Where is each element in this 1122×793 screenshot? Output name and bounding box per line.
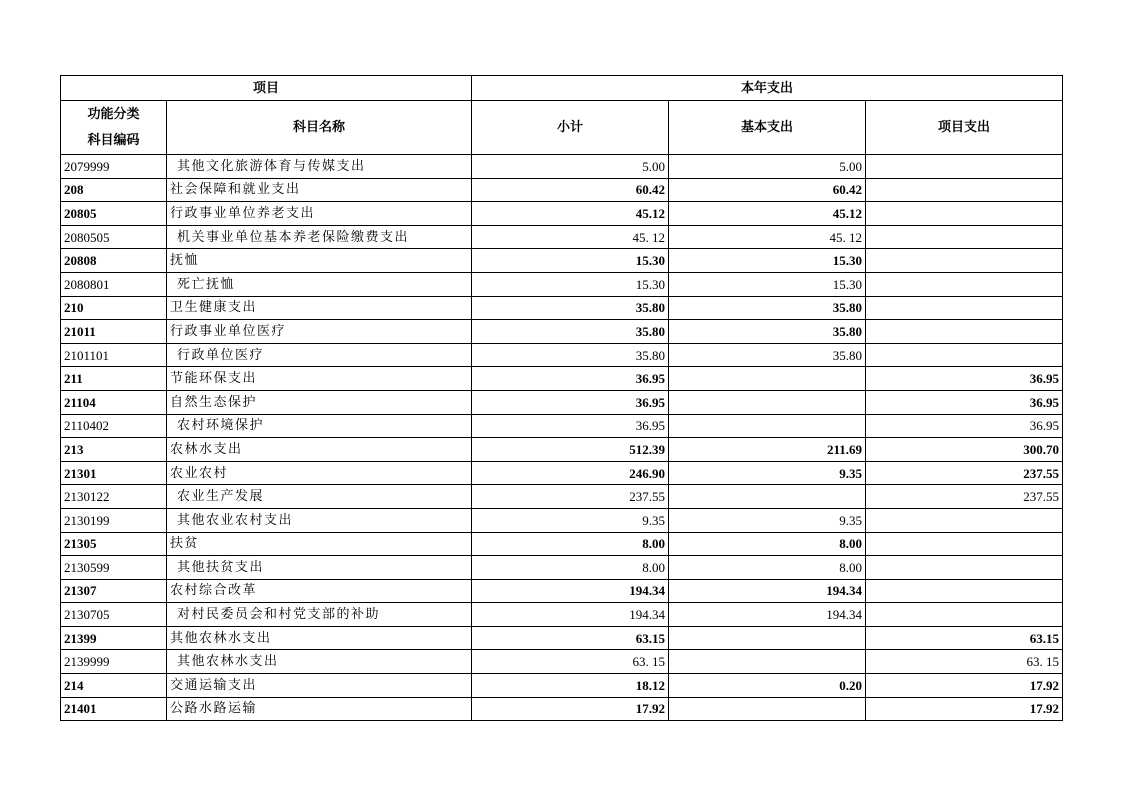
subtotal-cell: 9.35 <box>472 508 669 532</box>
name-cell: 农林水支出 <box>167 438 472 462</box>
project-cell <box>866 556 1063 580</box>
subtotal-cell: 8.00 <box>472 532 669 556</box>
project-cell: 36.95 <box>866 414 1063 438</box>
name-cell: 扶贫 <box>167 532 472 556</box>
name-cell: 农村综合改革 <box>167 579 472 603</box>
table-row <box>61 343 1063 367</box>
code-cell: 21307 <box>61 579 167 603</box>
code-cell: 211 <box>61 367 167 391</box>
code-cell: 2080505 <box>61 225 167 249</box>
subtotal-cell: 36.95 <box>472 414 669 438</box>
table-row <box>61 674 1063 698</box>
basic-cell: 45. 12 <box>669 225 866 249</box>
subtotal-cell: 35.80 <box>472 296 669 320</box>
table-row <box>61 414 1063 438</box>
header-code-line2: 科目编码 <box>87 132 140 148</box>
project-cell: 36.95 <box>866 367 1063 391</box>
subtotal-cell: 63.15 <box>472 626 669 650</box>
basic-cell: 35.80 <box>669 320 866 344</box>
subtotal-cell: 63. 15 <box>472 650 669 674</box>
table-row <box>61 532 1063 556</box>
basic-cell: 5.00 <box>669 155 866 179</box>
basic-cell <box>669 485 866 509</box>
basic-cell <box>669 367 866 391</box>
code-cell: 21301 <box>61 461 167 485</box>
name-cell: 自然生态保护 <box>167 390 472 414</box>
subtotal-cell: 8.00 <box>472 556 669 580</box>
table-row <box>61 202 1063 226</box>
code-cell: 2130122 <box>61 485 167 509</box>
project-cell: 237.55 <box>866 461 1063 485</box>
code-cell: 20808 <box>61 249 167 273</box>
table-row <box>61 249 1063 273</box>
name-cell: 社会保障和就业支出 <box>167 178 472 202</box>
table-row <box>61 320 1063 344</box>
table-row <box>61 556 1063 580</box>
name-cell: 抚恤 <box>167 249 472 273</box>
subtotal-cell: 194.34 <box>472 603 669 627</box>
table-body <box>61 155 1063 721</box>
basic-cell: 194.34 <box>669 579 866 603</box>
name-cell: 交通运输支出 <box>167 674 472 698</box>
name-cell: 公路水路运输 <box>167 697 472 721</box>
header-code <box>61 101 167 155</box>
project-cell: 17.92 <box>866 674 1063 698</box>
name-cell: 农业农村 <box>167 461 472 485</box>
subtotal-cell: 246.90 <box>472 461 669 485</box>
code-cell: 214 <box>61 674 167 698</box>
basic-cell: 9.35 <box>669 508 866 532</box>
header-code-line1: 功能分类 <box>87 106 140 122</box>
subtotal-cell: 36.95 <box>472 390 669 414</box>
project-cell <box>866 603 1063 627</box>
name-cell: 其他扶贫支出 <box>167 556 472 580</box>
table-row <box>61 650 1063 674</box>
basic-cell: 35.80 <box>669 296 866 320</box>
table-row <box>61 579 1063 603</box>
basic-cell: 8.00 <box>669 556 866 580</box>
name-cell: 其他文化旅游体育与传媒支出 <box>167 155 472 179</box>
project-cell <box>866 508 1063 532</box>
basic-cell: 194.34 <box>669 603 866 627</box>
subtotal-cell: 18.12 <box>472 674 669 698</box>
code-cell: 2079999 <box>61 155 167 179</box>
project-cell: 63.15 <box>866 626 1063 650</box>
code-cell: 2130599 <box>61 556 167 580</box>
name-cell: 行政事业单位医疗 <box>167 320 472 344</box>
basic-cell: 15.30 <box>669 249 866 273</box>
project-cell: 63. 15 <box>866 650 1063 674</box>
subtotal-cell: 36.95 <box>472 367 669 391</box>
basic-cell <box>669 697 866 721</box>
subtotal-cell: 35.80 <box>472 320 669 344</box>
code-cell: 213 <box>61 438 167 462</box>
basic-cell: 45.12 <box>669 202 866 226</box>
code-cell: 2101101 <box>61 343 167 367</box>
project-cell <box>866 579 1063 603</box>
name-cell: 其他农林水支出 <box>167 626 472 650</box>
table-row <box>61 155 1063 179</box>
project-cell <box>866 225 1063 249</box>
table-row <box>61 485 1063 509</box>
table-row <box>61 272 1063 296</box>
code-cell: 2080801 <box>61 272 167 296</box>
name-cell: 其他农业农村支出 <box>167 508 472 532</box>
basic-cell <box>669 626 866 650</box>
code-cell: 2130705 <box>61 603 167 627</box>
subtotal-cell: 45. 12 <box>472 225 669 249</box>
code-cell: 21401 <box>61 697 167 721</box>
header-row-2 <box>61 101 1063 155</box>
project-cell <box>866 178 1063 202</box>
subtotal-cell: 35.80 <box>472 343 669 367</box>
header-basic: 基本支出 <box>669 101 866 155</box>
name-cell: 卫生健康支出 <box>167 296 472 320</box>
basic-cell <box>669 390 866 414</box>
subtotal-cell: 17.92 <box>472 697 669 721</box>
code-cell: 210 <box>61 296 167 320</box>
code-cell: 21011 <box>61 320 167 344</box>
project-cell <box>866 202 1063 226</box>
table-row <box>61 178 1063 202</box>
subtotal-cell: 194.34 <box>472 579 669 603</box>
table-row <box>61 390 1063 414</box>
project-cell: 36.95 <box>866 390 1063 414</box>
name-cell: 其他农林水支出 <box>167 650 472 674</box>
header-subject-name: 科目名称 <box>167 101 472 155</box>
project-cell <box>866 249 1063 273</box>
code-cell: 21104 <box>61 390 167 414</box>
subtotal-cell: 237.55 <box>472 485 669 509</box>
subtotal-cell: 5.00 <box>472 155 669 179</box>
table-row <box>61 296 1063 320</box>
name-cell: 死亡抚恤 <box>167 272 472 296</box>
subtotal-cell: 60.42 <box>472 178 669 202</box>
code-cell: 21399 <box>61 626 167 650</box>
project-cell <box>866 320 1063 344</box>
table-row <box>61 225 1063 249</box>
project-cell <box>866 343 1063 367</box>
table-row <box>61 697 1063 721</box>
name-cell: 行政事业单位养老支出 <box>167 202 472 226</box>
basic-cell: 211.69 <box>669 438 866 462</box>
subtotal-cell: 15.30 <box>472 272 669 296</box>
basic-cell: 35.80 <box>669 343 866 367</box>
basic-cell <box>669 650 866 674</box>
name-cell: 行政单位医疗 <box>167 343 472 367</box>
basic-cell: 15.30 <box>669 272 866 296</box>
table-row <box>61 367 1063 391</box>
project-cell: 237.55 <box>866 485 1063 509</box>
expenditure-table <box>60 75 1063 721</box>
subtotal-cell: 45.12 <box>472 202 669 226</box>
basic-cell: 8.00 <box>669 532 866 556</box>
project-cell <box>866 296 1063 320</box>
table-row <box>61 438 1063 462</box>
name-cell: 农村环境保护 <box>167 414 472 438</box>
project-cell: 300.70 <box>866 438 1063 462</box>
code-cell: 20805 <box>61 202 167 226</box>
table-row <box>61 603 1063 627</box>
project-cell: 17.92 <box>866 697 1063 721</box>
basic-cell: 0.20 <box>669 674 866 698</box>
table-row <box>61 626 1063 650</box>
name-cell: 机关事业单位基本养老保险缴费支出 <box>167 225 472 249</box>
table-row <box>61 508 1063 532</box>
basic-cell: 60.42 <box>669 178 866 202</box>
project-cell <box>866 532 1063 556</box>
project-cell <box>866 155 1063 179</box>
header-project: 项目支出 <box>866 101 1063 155</box>
name-cell: 对村民委员会和村党支部的补助 <box>167 603 472 627</box>
subtotal-cell: 15.30 <box>472 249 669 273</box>
header-year-expense: 本年支出 <box>472 76 1063 101</box>
header-row-1 <box>61 76 1063 101</box>
header-subtotal: 小计 <box>472 101 669 155</box>
table-row <box>61 461 1063 485</box>
code-cell: 2139999 <box>61 650 167 674</box>
code-cell: 208 <box>61 178 167 202</box>
subtotal-cell: 512.39 <box>472 438 669 462</box>
basic-cell <box>669 414 866 438</box>
code-cell: 2110402 <box>61 414 167 438</box>
code-cell: 2130199 <box>61 508 167 532</box>
basic-cell: 9.35 <box>669 461 866 485</box>
header-item: 项目 <box>61 76 472 101</box>
name-cell: 农业生产发展 <box>167 485 472 509</box>
project-cell <box>866 272 1063 296</box>
code-cell: 21305 <box>61 532 167 556</box>
name-cell: 节能环保支出 <box>167 367 472 391</box>
